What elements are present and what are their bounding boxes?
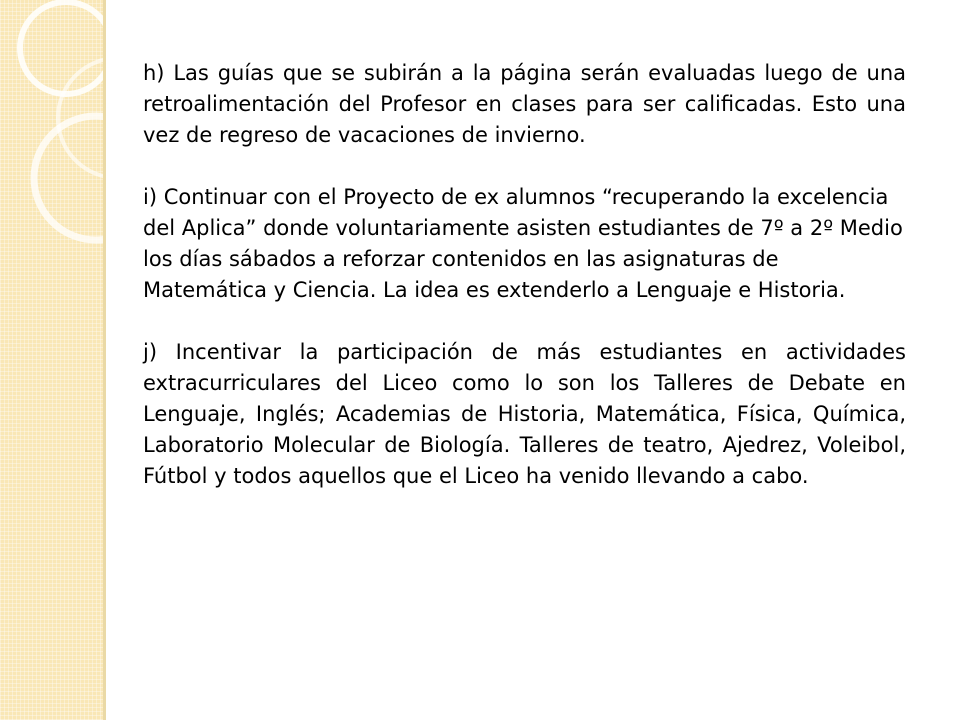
decorative-rings: [0, 0, 106, 720]
paragraph-j: j) Incentivar la participación de más estudiantes en actividades extracurriculares del Liceo como lo son los Talleres de Debate en Lenguaje, Inglés; Academias de Historia, Matemática, Física, Química, Laboratorio Molecular de Biología. Talleres de teatro, Ajedrez, Voleibol, Fútbol y todos aquellos que el Liceo ha venido llevando a cabo.: [143, 340, 906, 488]
paragraph-h: h) Las guías que se subirán a la página serán evaluadas luego de una retroalimentación del Profesor en clases para ser calificadas. Esto una vez de regreso de vacaciones de invierno.: [143, 61, 906, 147]
large-ring-decoration: [20, 2, 106, 94]
medium-ring-decoration: [34, 116, 106, 240]
paragraph-i: i) Continuar con el Proyecto de ex alumnos “recuperando la excelencia del Aplica” donde voluntariamente asisten estudiantes de 7º a 2º Medio los días sábados a reforzar contenidos en las asignaturas de Matemática y Ciencia. La idea es extenderlo a Lenguaje e Historia.: [143, 185, 903, 302]
decorative-side-panel: [0, 0, 106, 720]
slide-content: [143, 58, 906, 523]
panel-edge-line: [103, 0, 106, 720]
